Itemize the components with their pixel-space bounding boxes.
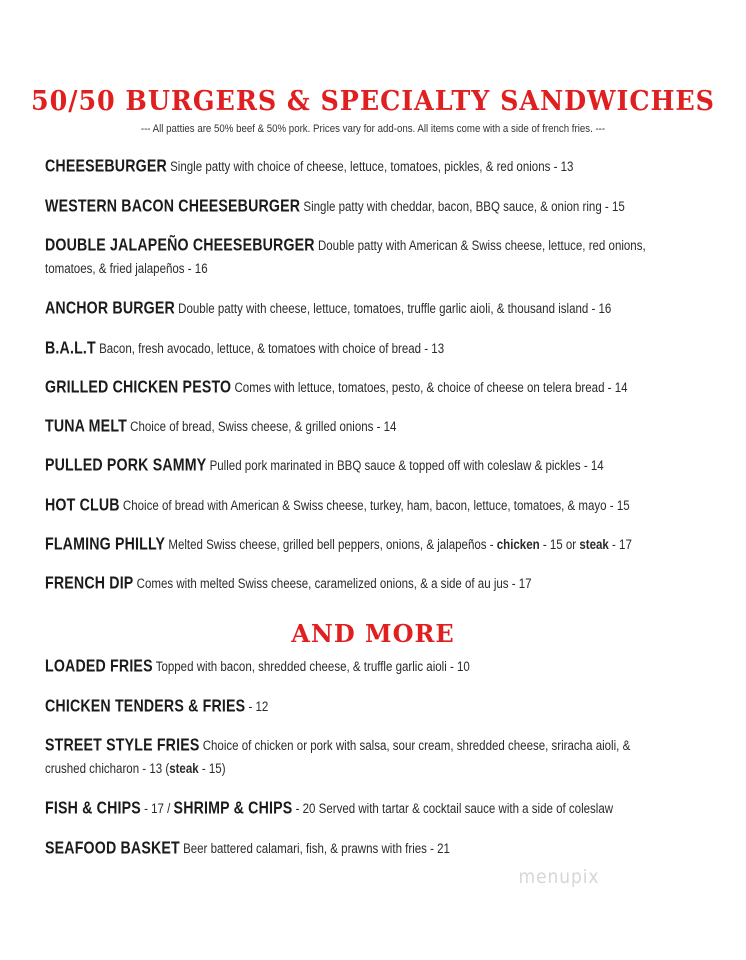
menu-item-anchor-burger: ANCHOR BURGER Double patty with cheese, lettuce, tomatoes, truffle garlic aioli, & thousand island - 16: [45, 298, 612, 318]
and-more-section-title: AND MORE: [291, 619, 455, 648]
menu-item-hot-club: HOT CLUB Choice of bread with American & Swiss cheese, turkey, ham, bacon, lettuce, tomatoes, & mayo - 15: [45, 495, 630, 515]
menu-item-seafood-basket: SEAFOOD BASKET Beer battered calamari, fish, & prawns with fries - 21: [45, 838, 450, 858]
menu-item-tuna-melt: TUNA MELT Choice of bread, Swiss cheese, & grilled onions - 14: [45, 416, 397, 436]
burgers-section-note: --- All patties are 50% beef & 50% pork. Prices vary for add-ons. All items come with a side of french fries. ---: [140, 123, 606, 135]
burgers-section-title: 50/50 BURGERS & SPECIALTY SANDWICHES: [31, 86, 715, 117]
menupix-watermark: menupix: [518, 866, 600, 888]
menu-item-western-bacon-cheeseburger: WESTERN BACON CHEESEBURGER Single patty with cheddar, bacon, BBQ sauce, & onion ring - 15: [45, 196, 625, 216]
menu-item-pulled-pork-sammy: PULLED PORK SAMMY Pulled pork marinated in BBQ sauce & topped off with coleslaw & pickles - 14: [45, 455, 604, 475]
menu-item-grilled-chicken-pesto: GRILLED CHICKEN PESTO Comes with lettuce, tomatoes, pesto, & choice of cheese on telera bread - 14: [45, 377, 628, 397]
menu-item-loaded-fries: LOADED FRIES Topped with bacon, shredded cheese, & truffle garlic aioli - 10: [45, 656, 470, 676]
menu-item-balt: B.A.L.T Bacon, fresh avocado, lettuce, & tomatoes with choice of bread - 13: [45, 338, 445, 358]
menu-item-cheeseburger: CHEESEBURGER Single patty with choice of cheese, lettuce, tomatoes, pickles, & red onions - 13: [45, 156, 574, 176]
menu-item-french-dip: FRENCH DIP Comes with melted Swiss cheese, caramelized onions, & a side of au jus - 17: [45, 573, 532, 593]
menu-item-flaming-philly: FLAMING PHILLY Melted Swiss cheese, grilled bell peppers, onions, & jalapeños - chicken - 15 or steak - 17: [45, 534, 632, 554]
menu-item-street-style-fries: STREET STYLE FRIES Choice of chicken or pork with salsa, sour cream, shredded cheese, sriracha aioli, & crushed chicharon - 13 (steak - 15): [45, 735, 631, 776]
menu-item-fish-shrimp-chips: FISH & CHIPS - 17 / SHRIMP & CHIPS - 20 Served with tartar & cocktail sauce with a side of coleslaw: [45, 798, 614, 818]
menu-item-double-jalapeno-cheeseburger: DOUBLE JALAPEÑO CHEESEBURGER Double patty with American & Swiss cheese, lettuce, red onions, tomatoes, & fried jalapeños - 16: [45, 235, 646, 276]
menu-item-chicken-tenders-fries: CHICKEN TENDERS & FRIES - 12: [45, 696, 269, 716]
